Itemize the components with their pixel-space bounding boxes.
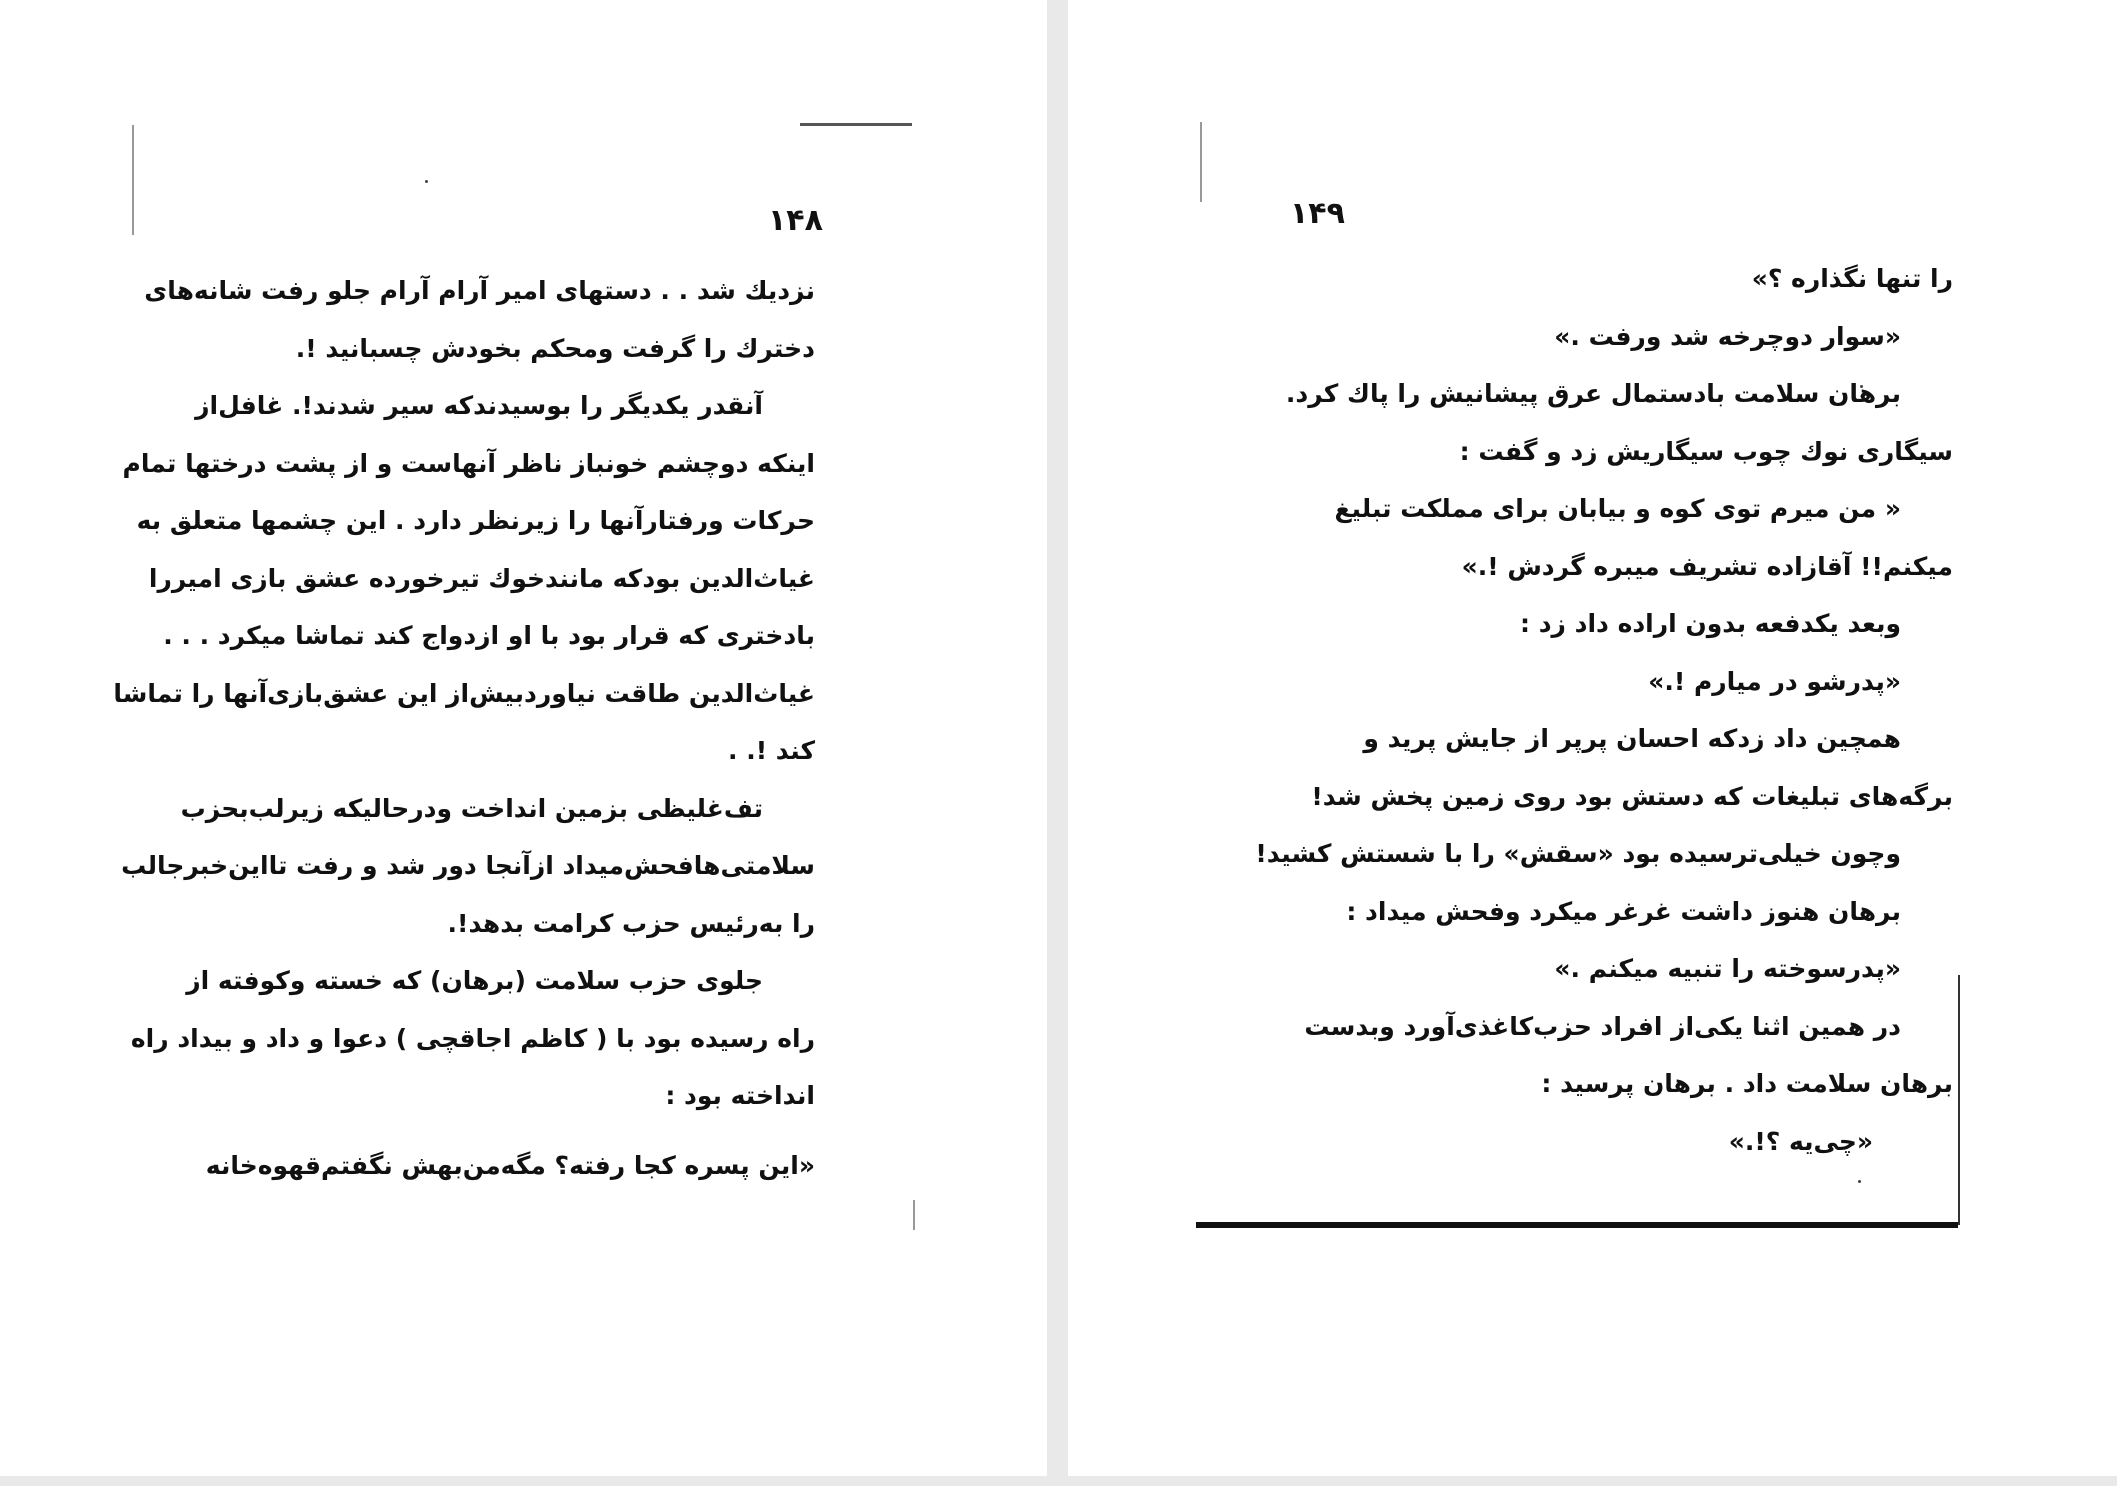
text-line: برهان سلامت داد . برهان پرسید : (1541, 1069, 1953, 1098)
text-line: را تنها نگذاره ؟» (1751, 264, 1953, 293)
page-text (1255, 250, 1953, 1170)
text-line: دخترك را گرفت ومحکم بخودش چسبانید !. (295, 333, 815, 363)
text-line: سلامتی‌هافحش‌میداد ازآنجا دور شد و رفت تااین‌خبرجالب (121, 851, 815, 880)
text-line: آنقدر یکدیگر را بوسیدندکه سیر شدند!. غافل‌از (195, 391, 763, 420)
text-line: «این پسره کجا رفته؟ مگه‌من‌بهش نگفتم‌قهوه‌خانه (205, 1150, 815, 1180)
page-number: ۱۴۸ (768, 203, 823, 238)
scan-edge-mark (1200, 122, 1202, 202)
text-line: نزدیك شد . . دستهای امیر آرام آرام جلو رفت شانه‌های (144, 276, 815, 305)
text-line: انداخته بود : (665, 1081, 815, 1110)
text-line: برگه‌های تبلیغات که دستش بود روی زمین پخش شد! (1311, 781, 1953, 811)
text-line: راه رسیده بود با ( کاظم اجاقچی ) دعوا و داد و بیداد راه (130, 1023, 815, 1053)
text-line: برهان سلامت بادستمال عرق پیشانیش را پاك کرد. (1285, 379, 1901, 408)
page-top-rule (800, 123, 912, 126)
text-line: تف‌غلیظی بزمین انداخت ودرحالیکه زیرلب‌بحزب (180, 793, 763, 823)
scan-speck (425, 180, 428, 183)
text-line: جلوی حزب سلامت (برهان) که خسته وکوفته از (186, 966, 763, 995)
text-line: وبعد یکدفعه بدون اراده داد زد : (1520, 609, 1901, 638)
text-line: غیاث‌الدین بودکه مانندخوك تیرخورده عشق بازی امیررا (148, 563, 815, 593)
text-line: همچین داد زدکه احسان پرپر از جایش پرید و (1363, 724, 1901, 753)
page-bottom-rule (1196, 1222, 1958, 1228)
page-text (113, 262, 815, 1194)
text-line: کند !. . (728, 736, 815, 765)
text-line: میکنم!! آقازاده تشریف میبره گردش !.» (1461, 551, 1953, 581)
text-line: در همین اثنا یکی‌از افراد حزب‌کاغذی‌آورد وبدست (1304, 1011, 1901, 1041)
text-line: بادختری که قرار بود با او ازدواج کند تماشا میکرد . . . (163, 621, 815, 650)
page-149 (1068, 0, 2117, 1476)
text-line: «چی‌یه ؟!.» (1728, 1126, 1873, 1156)
text-line: غیاث‌الدین طاقت نیاوردبیش‌از این عشق‌بازی‌آنها را تماشا (113, 678, 815, 708)
text-line: حرکات ورفتارآنها را زیرنظر دارد . این چشمها متعلق به (136, 506, 815, 535)
text-line: سیگاری نوك چوب سیگاریش زد و گفت : (1459, 436, 1953, 466)
text-line: «سوار دوچرخه شد ورفت .» (1554, 321, 1901, 351)
text-line: « من میرم توی کوه و بیابان برای مملکت تبلیغ (1334, 494, 1901, 523)
text-line: وچون خیلی‌ترسیده بود «سقش» را با شستش کشید! (1255, 839, 1901, 868)
scan-edge-mark (913, 1200, 915, 1230)
scan-edge-mark (132, 125, 134, 235)
text-line: برهان هنوز داشت غرغر میکرد وفحش میداد : (1346, 896, 1901, 926)
scan-speck (1858, 1180, 1861, 1183)
text-line: را به‌رئیس حزب کرامت بدهد!. (447, 908, 815, 938)
text-line: «پدرسوخته را تنبیه میکنم .» (1554, 954, 1901, 983)
page-number: ۱۴۹ (1290, 196, 1345, 231)
scan-edge-mark (1958, 975, 1960, 1225)
text-line: «پدرشو در میارم !.» (1648, 666, 1901, 696)
page-148 (0, 0, 1047, 1476)
text-line: اینکه دوچشم خونباز ناظر آنهاست و از پشت درختها تمام (122, 448, 815, 478)
